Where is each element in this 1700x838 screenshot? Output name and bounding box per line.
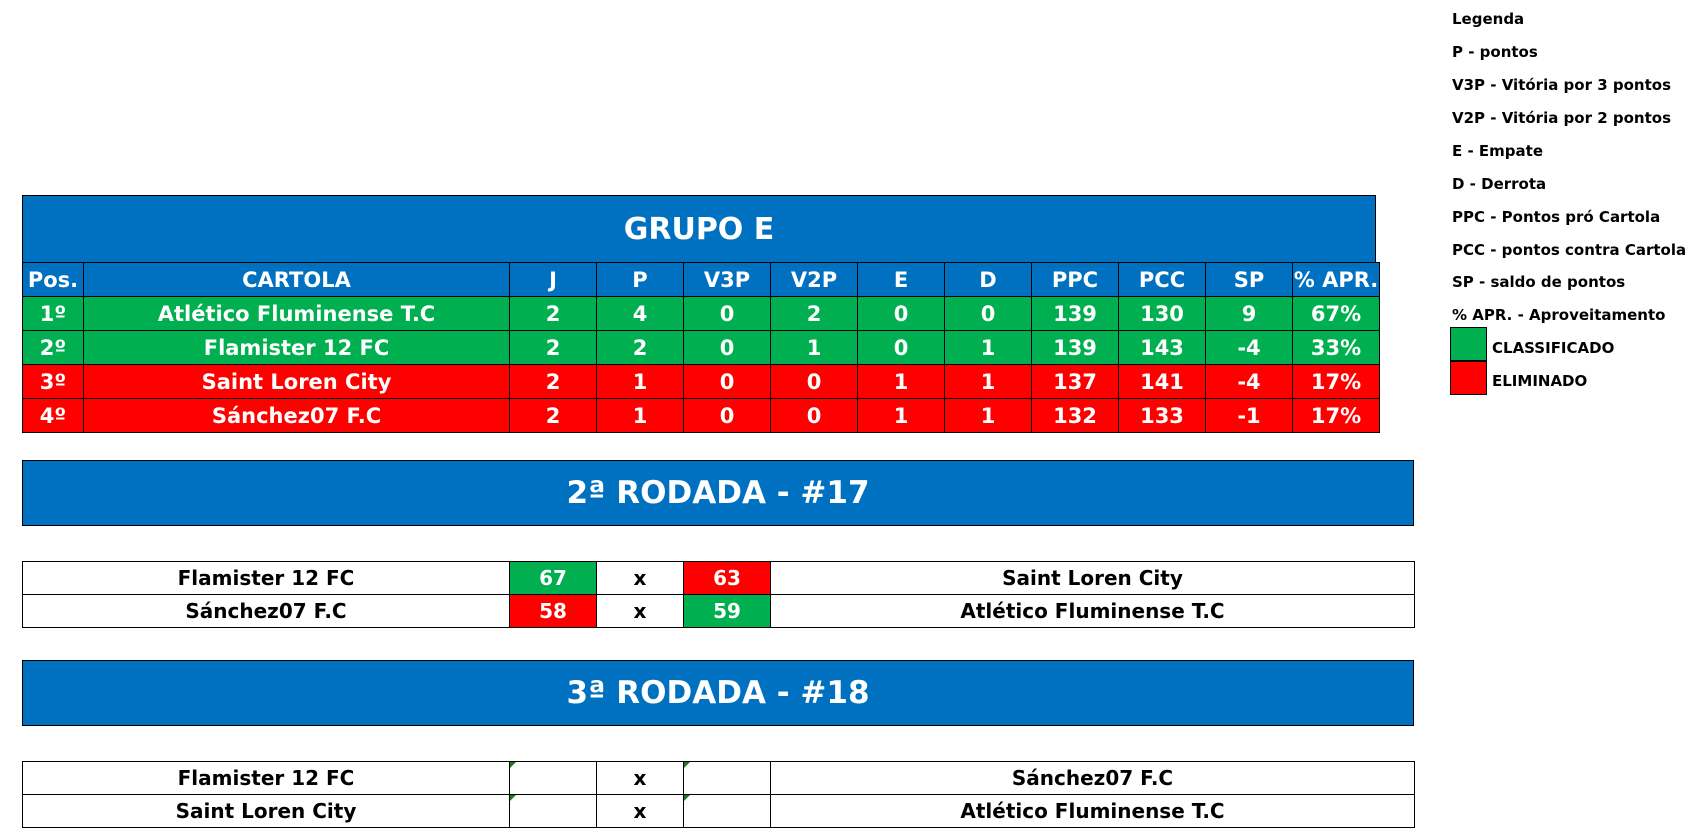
legend-item: V2P - Vitória por 2 pontos xyxy=(1452,109,1672,127)
column-header: D xyxy=(945,263,1032,297)
legend-item: E - Empate xyxy=(1452,142,1543,160)
team-name-cell: Flamister 12 FC xyxy=(84,331,510,365)
away-score[interactable]: 59 xyxy=(684,595,771,628)
legend-item: V3P - Vitória por 3 pontos xyxy=(1452,76,1672,94)
away-team: Saint Loren City xyxy=(771,562,1415,595)
v3p-cell: 0 xyxy=(684,399,771,433)
home-team: Sánchez07 F.C xyxy=(23,595,510,628)
draws-cell: 1 xyxy=(858,365,945,399)
v2p-cell: 2 xyxy=(771,297,858,331)
team-name-cell: Sánchez07 F.C xyxy=(84,399,510,433)
legend-item: PCC - pontos contra Cartola xyxy=(1452,241,1687,259)
home-team: Saint Loren City xyxy=(23,795,510,828)
points-cell: 1 xyxy=(597,399,684,433)
standings-row xyxy=(23,297,1380,331)
home-team: Flamister 12 FC xyxy=(23,562,510,595)
games-cell: 2 xyxy=(510,365,597,399)
match-row xyxy=(23,762,1415,795)
column-header: P xyxy=(597,263,684,297)
away-score[interactable]: 63 xyxy=(684,562,771,595)
games-cell: 2 xyxy=(510,297,597,331)
away-score[interactable] xyxy=(684,762,771,795)
position-cell: 4º xyxy=(23,399,84,433)
losses-cell: 1 xyxy=(945,331,1032,365)
home-score[interactable] xyxy=(510,762,597,795)
legend-item: D - Derrota xyxy=(1452,175,1547,193)
balance-cell: -1 xyxy=(1206,399,1293,433)
pcc-cell: 133 xyxy=(1119,399,1206,433)
match-row xyxy=(23,795,1415,828)
versus-separator: x xyxy=(597,762,684,795)
versus-separator: x xyxy=(597,595,684,628)
home-team: Flamister 12 FC xyxy=(23,762,510,795)
percentage-cell: 17% xyxy=(1293,399,1380,433)
standings-table xyxy=(22,262,1380,433)
versus-separator: x xyxy=(597,562,684,595)
column-header: CARTOLA xyxy=(84,263,510,297)
percentage-cell: 67% xyxy=(1293,297,1380,331)
losses-cell: 1 xyxy=(945,365,1032,399)
eliminated-swatch xyxy=(1450,361,1487,395)
v2p-cell: 0 xyxy=(771,365,858,399)
ppc-cell: 139 xyxy=(1032,331,1119,365)
column-header: J xyxy=(510,263,597,297)
v2p-cell: 0 xyxy=(771,399,858,433)
round-title: 3ª RODADA - #18 xyxy=(22,660,1414,726)
group-title: GRUPO E xyxy=(22,195,1376,262)
eliminated-label: ELIMINADO xyxy=(1492,372,1588,390)
away-team: Atlético Fluminense T.C xyxy=(771,795,1415,828)
balance-cell: -4 xyxy=(1206,365,1293,399)
ppc-cell: 137 xyxy=(1032,365,1119,399)
v3p-cell: 0 xyxy=(684,365,771,399)
team-name-cell: Atlético Fluminense T.C xyxy=(84,297,510,331)
classified-label: CLASSIFICADO xyxy=(1492,339,1615,357)
home-score[interactable]: 67 xyxy=(510,562,597,595)
position-cell: 1º xyxy=(23,297,84,331)
points-cell: 1 xyxy=(597,365,684,399)
home-score[interactable] xyxy=(510,795,597,828)
ppc-cell: 132 xyxy=(1032,399,1119,433)
column-header: SP xyxy=(1206,263,1293,297)
home-score[interactable]: 58 xyxy=(510,595,597,628)
ppc-cell: 139 xyxy=(1032,297,1119,331)
losses-cell: 1 xyxy=(945,399,1032,433)
v3p-cell: 0 xyxy=(684,297,771,331)
balance-cell: 9 xyxy=(1206,297,1293,331)
match-table xyxy=(22,561,1415,628)
legend-item: PPC - Pontos pró Cartola xyxy=(1452,208,1661,226)
column-header: V3P xyxy=(684,263,771,297)
percentage-cell: 33% xyxy=(1293,331,1380,365)
legend-item: % APR. - Aproveitamento xyxy=(1452,306,1666,324)
match-row xyxy=(23,595,1415,628)
legend-item: SP - saldo de pontos xyxy=(1452,273,1626,291)
points-cell: 4 xyxy=(597,297,684,331)
pcc-cell: 130 xyxy=(1119,297,1206,331)
standings-row xyxy=(23,331,1380,365)
games-cell: 2 xyxy=(510,331,597,365)
draws-cell: 0 xyxy=(858,297,945,331)
pcc-cell: 143 xyxy=(1119,331,1206,365)
round-title: 2ª RODADA - #17 xyxy=(22,460,1414,526)
percentage-cell: 17% xyxy=(1293,365,1380,399)
legend-item: P - pontos xyxy=(1452,43,1538,61)
points-cell: 2 xyxy=(597,331,684,365)
games-cell: 2 xyxy=(510,399,597,433)
v3p-cell: 0 xyxy=(684,331,771,365)
away-team: Atlético Fluminense T.C xyxy=(771,595,1415,628)
losses-cell: 0 xyxy=(945,297,1032,331)
match-row xyxy=(23,562,1415,595)
away-team: Sánchez07 F.C xyxy=(771,762,1415,795)
position-cell: 2º xyxy=(23,331,84,365)
match-table xyxy=(22,761,1415,828)
column-header: E xyxy=(858,263,945,297)
column-header: % APR. xyxy=(1293,263,1380,297)
balance-cell: -4 xyxy=(1206,331,1293,365)
versus-separator: x xyxy=(597,795,684,828)
team-name-cell: Saint Loren City xyxy=(84,365,510,399)
standings-row xyxy=(23,365,1380,399)
column-header: PCC xyxy=(1119,263,1206,297)
away-score[interactable] xyxy=(684,795,771,828)
standings-row xyxy=(23,399,1380,433)
column-header: PPC xyxy=(1032,263,1119,297)
position-cell: 3º xyxy=(23,365,84,399)
v2p-cell: 1 xyxy=(771,331,858,365)
standings-header-row xyxy=(23,263,1380,297)
draws-cell: 0 xyxy=(858,331,945,365)
pcc-cell: 141 xyxy=(1119,365,1206,399)
legend-title: Legenda xyxy=(1452,10,1525,28)
classified-swatch xyxy=(1450,327,1487,361)
column-header: V2P xyxy=(771,263,858,297)
draws-cell: 1 xyxy=(858,399,945,433)
column-header: Pos. xyxy=(23,263,84,297)
